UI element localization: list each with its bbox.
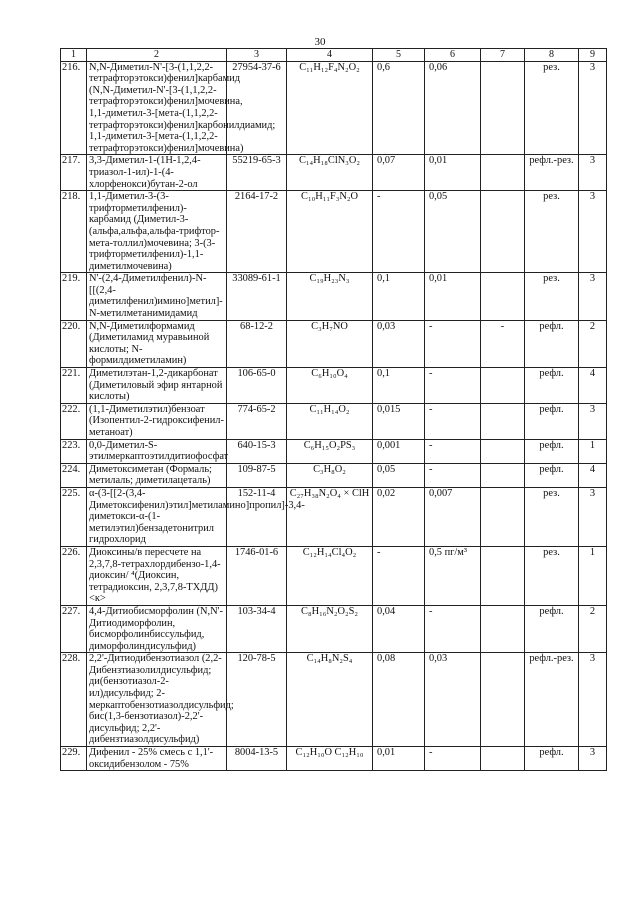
value-col6: 0,01 <box>425 155 481 191</box>
table-row <box>61 605 607 652</box>
class-col9: 3 <box>579 747 607 771</box>
class-col9: 3 <box>579 273 607 320</box>
class-col9: 3 <box>579 403 607 439</box>
cas-number: 152-11-4 <box>227 487 287 546</box>
substance-name: N,N-Диметил-N'-[3-(1,1,2,2-тетрафторэтокси)фенил]карбамид (N,N-Диметил-N'-[3-(1,1,2,2-тетрафторэтокси)фенил]мочевина, 1,1-диметил-3-[мета-(1,1,2,2-тетрафторэтокси)фенил]карбонилдиамид; 1,1-диметил-3-[мета-(1,1,2,2-тетрафторэтокси)фенил]мочевина) <box>87 61 227 155</box>
class-col9: 1 <box>579 546 607 605</box>
formula: C₁₁H₁₄O₂ <box>287 403 373 439</box>
value-col7 <box>481 605 525 652</box>
value-col7 <box>481 747 525 771</box>
class-col9: 3 <box>579 487 607 546</box>
form-col8: рез. <box>525 273 579 320</box>
cas-number: 103-34-4 <box>227 605 287 652</box>
value-col5: 0,08 <box>373 653 425 747</box>
cas-number: 640-15-3 <box>227 439 287 463</box>
row-number: 217. <box>61 155 87 191</box>
value-col6: 0,03 <box>425 653 481 747</box>
form-col8: рефл. <box>525 747 579 771</box>
row-number: 224. <box>61 463 87 487</box>
form-col8: рез. <box>525 487 579 546</box>
value-col7 <box>481 487 525 546</box>
value-col7 <box>481 439 525 463</box>
form-col8: рефл. <box>525 605 579 652</box>
cas-number: 33089-61-1 <box>227 273 287 320</box>
table-row <box>61 546 607 605</box>
value-col5: 0,1 <box>373 273 425 320</box>
form-col8: рефл. <box>525 463 579 487</box>
value-col5: 0,1 <box>373 368 425 404</box>
form-col8: рефл.-рез. <box>525 155 579 191</box>
formula: C₁₉H₂₃N₃ <box>287 273 373 320</box>
form-col8: рефл. <box>525 439 579 463</box>
row-number: 223. <box>61 439 87 463</box>
row-number: 227. <box>61 605 87 652</box>
value-col7: - <box>481 320 525 367</box>
cas-number: 109-87-5 <box>227 463 287 487</box>
value-col7 <box>481 155 525 191</box>
cas-number: 1746-01-6 <box>227 546 287 605</box>
value-col6: 0,007 <box>425 487 481 546</box>
value-col6: - <box>425 368 481 404</box>
class-col9: 1 <box>579 439 607 463</box>
table-row <box>61 368 607 404</box>
value-col6: - <box>425 403 481 439</box>
column-header: 6 <box>425 49 481 62</box>
substance-name: N,N-Диметилформамид (Диметиламид муравьиной кислоты; N-формилдиметиламин) <box>87 320 227 367</box>
value-col7 <box>481 191 525 273</box>
value-col5: 0,001 <box>373 439 425 463</box>
formula: C₁₄H₁₈ClN₃O₂ <box>287 155 373 191</box>
substance-name: 0,0-Диметил-S-этилмеркаптоэтилдитиофосфат <box>87 439 227 463</box>
substance-name: α-(3-[[2-(3,4-Диметоксифенил)этил]метиламино]пропил]-3,4-диметокси-α-(1-метилэтил)бензадетонитрил гидрохлорид <box>87 487 227 546</box>
row-number: 226. <box>61 546 87 605</box>
value-col6: 0,01 <box>425 273 481 320</box>
column-header: 8 <box>525 49 579 62</box>
value-col7 <box>481 61 525 155</box>
value-col5: 0,6 <box>373 61 425 155</box>
value-col7 <box>481 463 525 487</box>
column-header: 9 <box>579 49 607 62</box>
column-header: 5 <box>373 49 425 62</box>
value-col7 <box>481 403 525 439</box>
value-col6: 0,05 <box>425 191 481 273</box>
page-number: 30 <box>314 36 326 48</box>
row-number: 228. <box>61 653 87 747</box>
value-col7 <box>481 653 525 747</box>
row-number: 220. <box>61 320 87 367</box>
class-col9: 4 <box>579 463 607 487</box>
substance-name: 1,1-Диметил-3-(3-трифторметилфенил)-карбамид (Диметил-3-(альфа,альфа,альфа-трифтор-мета-толлил)мочевина; 3-(3-трифторметилфенил)-1,1-диметилмочевина) <box>87 191 227 273</box>
substance-name: N'-(2,4-Диметилфенил)-N-[[(2,4-диметилфенил)имино]метил]-N-метилметанимидамид <box>87 273 227 320</box>
column-header: 7 <box>481 49 525 62</box>
formula: C₁₀H₁₁F₃N₂O <box>287 191 373 273</box>
row-number: 222. <box>61 403 87 439</box>
row-number: 216. <box>61 61 87 155</box>
formula: C₆H₁₀O₄ <box>287 368 373 404</box>
column-header: 1 <box>61 49 87 62</box>
value-col6: - <box>425 463 481 487</box>
table-body <box>61 61 607 771</box>
table-row <box>61 155 607 191</box>
row-number: 225. <box>61 487 87 546</box>
table-row <box>61 487 607 546</box>
formula: C₈H₁₆N₂O₂S₂ <box>287 605 373 652</box>
value-col7 <box>481 368 525 404</box>
substance-name: 4,4-Дитиобисморфолин (N,N'-Дитиодиморфолин, бисморфолинбиссульфид, диморфолиндисульфид) <box>87 605 227 652</box>
cas-number: 774-65-2 <box>227 403 287 439</box>
value-col5: - <box>373 546 425 605</box>
substance-name: Диоксины/в пересчете на 2,3,7,8-тетрахлордибензо-1,4-диоксин/ ⁴(Диоксин, тетрадиоксин, 2,3,7,8-ТХДД) <к> <box>87 546 227 605</box>
value-col7 <box>481 273 525 320</box>
class-col9: 3 <box>579 155 607 191</box>
value-col6: - <box>425 747 481 771</box>
substances-table <box>60 48 607 771</box>
value-col6: 0,06 <box>425 61 481 155</box>
row-number: 229. <box>61 747 87 771</box>
form-col8: рез. <box>525 546 579 605</box>
class-col9: 4 <box>579 368 607 404</box>
value-col5: 0,02 <box>373 487 425 546</box>
value-col6: - <box>425 439 481 463</box>
row-number: 221. <box>61 368 87 404</box>
substance-name: Дифенил - 25% смесь с 1,1'-оксидибензолом - 75% <box>87 747 227 771</box>
formula: C₂₇H₃₈N₂O₄ × ClH <box>287 487 373 546</box>
substance-name: 3,3-Диметил-1-(1Н-1,2,4-триазол-1-ил)-1-(4-хлорфенокси)бутан-2-ол <box>87 155 227 191</box>
class-col9: 3 <box>579 191 607 273</box>
class-col9: 2 <box>579 605 607 652</box>
column-header: 3 <box>227 49 287 62</box>
form-col8: рез. <box>525 61 579 155</box>
form-col8: рефл. <box>525 368 579 404</box>
table-row <box>61 273 607 320</box>
value-col5: 0,07 <box>373 155 425 191</box>
value-col5: 0,04 <box>373 605 425 652</box>
table-row <box>61 61 607 155</box>
class-col9: 3 <box>579 653 607 747</box>
formula: C₃H₇NO <box>287 320 373 367</box>
formula: C₁₂H₁₀O C₁₂H₁₀ <box>287 747 373 771</box>
cas-number: 68-12-2 <box>227 320 287 367</box>
form-col8: рефл.-рез. <box>525 653 579 747</box>
cas-number: 106-65-0 <box>227 368 287 404</box>
value-col7 <box>481 546 525 605</box>
column-header: 4 <box>287 49 373 62</box>
formula: C₁₂H₁₄Cl₄O₂ <box>287 546 373 605</box>
cas-number: 27954-37-6 <box>227 61 287 155</box>
form-col8: рефл. <box>525 320 579 367</box>
form-col8: рефл. <box>525 403 579 439</box>
column-header: 2 <box>87 49 227 62</box>
value-col5: 0,01 <box>373 747 425 771</box>
substance-name: Диметилэтан-1,2-дикарбонат (Диметиловый эфир янтарной кислоты) <box>87 368 227 404</box>
form-col8: рез. <box>525 191 579 273</box>
formula: C₃H₈O₂ <box>287 463 373 487</box>
value-col5: 0,05 <box>373 463 425 487</box>
table-row <box>61 320 607 367</box>
value-col6: - <box>425 605 481 652</box>
value-col6: 0,5 пг/м³ <box>425 546 481 605</box>
cas-number: 8004-13-5 <box>227 747 287 771</box>
row-number: 218. <box>61 191 87 273</box>
formula: C₁₁H₁₂F₄N₂O₂ <box>287 61 373 155</box>
substance-name: Диметоксиметан (Формаль; метилаль; диметилацеталь) <box>87 463 227 487</box>
substance-name: (1,1-Диметилэтил)бензоат (Изопентил-2-гидроксифенил-метаноат) <box>87 403 227 439</box>
cas-number: 2164-17-2 <box>227 191 287 273</box>
row-number: 219. <box>61 273 87 320</box>
table-row <box>61 403 607 439</box>
class-col9: 3 <box>579 61 607 155</box>
table-row <box>61 439 607 463</box>
table-row <box>61 747 607 771</box>
class-col9: 2 <box>579 320 607 367</box>
value-col5: 0,015 <box>373 403 425 439</box>
header-row <box>61 49 607 62</box>
cas-number: 120-78-5 <box>227 653 287 747</box>
cas-number: 55219-65-3 <box>227 155 287 191</box>
formula: C₆H₁₅O₂PS₃ <box>287 439 373 463</box>
table-row <box>61 191 607 273</box>
value-col5: 0,03 <box>373 320 425 367</box>
formula: C₁₄H₈N₂S₄ <box>287 653 373 747</box>
value-col5: - <box>373 191 425 273</box>
table-row <box>61 463 607 487</box>
value-col6: - <box>425 320 481 367</box>
substance-name: 2,2'-Дитиодибензотиазол (2,2-Дибензтиазолилдисульфид; ди(бензотиазол-2-ил)дисульфид; 2-меркаптобензотиазолдисульфид; бис(1,3-бензотиазол)-2,2'-дисульфид; 2,2'-дибензтиазолдисульфид) <box>87 653 227 747</box>
table-row <box>61 653 607 747</box>
